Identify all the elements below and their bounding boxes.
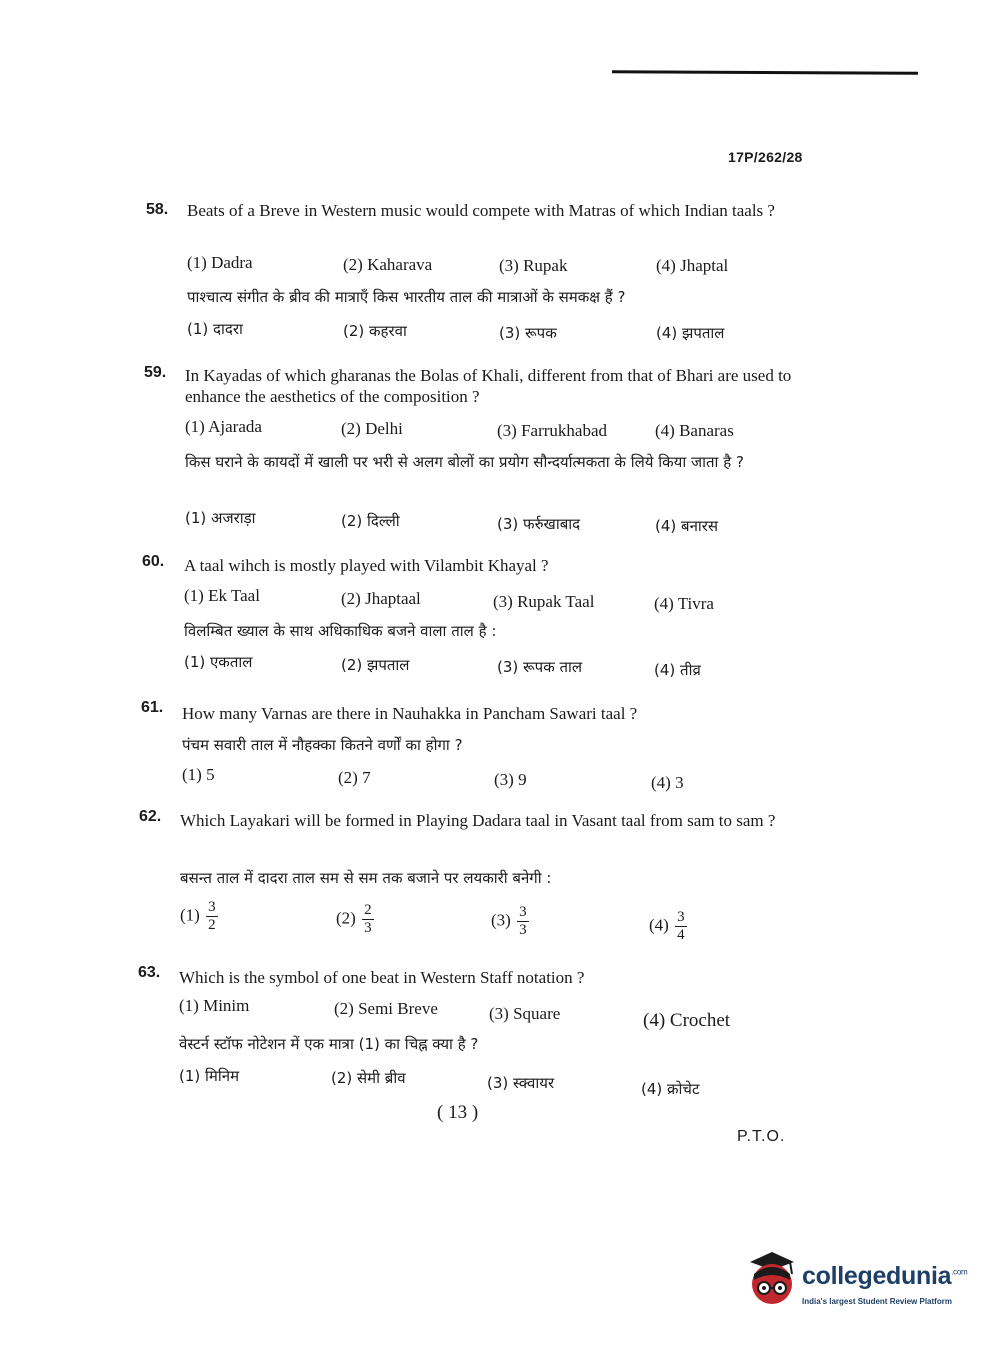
brand-name xyxy=(802,1262,967,1291)
option-label: (1) xyxy=(180,905,200,925)
question-number: 63. xyxy=(138,964,161,981)
question-number: 58. xyxy=(146,201,169,218)
denominator: 3 xyxy=(364,920,372,936)
question-number: 61. xyxy=(141,699,164,716)
numerator: 3 xyxy=(519,904,527,920)
hindi-question-text: वेस्टर्न स्टॉफ नोटेशन में एक मात्रा (1) का चिह्न क्या है ? xyxy=(179,1035,479,1053)
question-number: 60. xyxy=(142,553,165,570)
option-4: (4) Tivra xyxy=(654,594,714,613)
denominator: 3 xyxy=(519,922,527,938)
option-1: (1) Ajarada xyxy=(185,417,262,436)
option-3: (3) Farrukhabad xyxy=(497,421,607,440)
question-text: Which Layakari will be formed in Playing Dadara taal in Vasant taal from sam to sam ? xyxy=(180,811,776,830)
page-number: ( 13 ) xyxy=(437,1102,479,1123)
hindi-option-3: (3) रूपक xyxy=(499,324,557,342)
option-3: (3) Square xyxy=(489,1004,561,1023)
question-text: In Kayadas of which gharanas the Bolas of Khali, different from that of Bhari are used to enhance the aesthetics of the composition ? xyxy=(185,366,792,406)
fraction xyxy=(517,905,529,938)
question-number: 59. xyxy=(144,364,167,381)
option-label: (3) xyxy=(491,910,511,930)
hindi-option-2: (2) झपताल xyxy=(341,656,410,674)
hindi-option-1: (1) अजराड़ा xyxy=(185,509,256,527)
question-text: How many Varnas are there in Nauhakka in Pancham Sawari taal ? xyxy=(182,704,638,723)
numerator: 3 xyxy=(677,909,685,925)
option-1: (1) Minim xyxy=(179,996,250,1015)
option-2: (2) Delhi xyxy=(341,419,403,438)
option-4: (4) 3 xyxy=(651,773,684,792)
hindi-option-3: (3) फर्रुखाबाद xyxy=(497,515,581,533)
option-3 xyxy=(491,905,529,938)
question-text: Beats of a Breve in Western music would compete with Matras of which Indian taals ? xyxy=(187,201,775,220)
hindi-option-1: (1) मिनिम xyxy=(179,1067,240,1085)
option-4: (4) Jhaptal xyxy=(656,256,729,275)
hindi-option-3: (3) रूपक ताल xyxy=(497,658,583,676)
denominator: 2 xyxy=(208,917,216,933)
brand-text: collegedunia xyxy=(802,1262,952,1290)
hindi-option-4: (4) झपताल xyxy=(656,324,725,342)
hindi-option-2: (2) कहरवा xyxy=(343,322,407,340)
brand-tagline: India's largest Student Review Platform xyxy=(802,1297,952,1306)
numerator: 3 xyxy=(208,899,216,915)
option-label: (2) xyxy=(336,908,356,928)
fraction xyxy=(362,903,374,936)
option-3: (3) Rupak Taal xyxy=(493,592,595,611)
option-2: (2) Kaharava xyxy=(343,255,433,274)
option-4: (4) Crochet xyxy=(643,1010,731,1031)
option-1: (1) Dadra xyxy=(187,253,253,272)
question-number: 62. xyxy=(139,808,162,825)
hindi-option-2: (2) सेमी ब्रीव xyxy=(331,1069,406,1087)
option-2: (2) Jhaptaal xyxy=(341,589,421,608)
student-mascot-icon xyxy=(742,1250,800,1308)
option-4 xyxy=(649,910,687,943)
hindi-option-1: (1) दादरा xyxy=(187,320,243,338)
option-1: (1) Ek Taal xyxy=(184,586,260,605)
denominator: 4 xyxy=(677,927,685,943)
option-3: (3) 9 xyxy=(494,770,527,789)
question-text: A taal wihch is mostly played with Vilambit Khayal ? xyxy=(184,556,549,575)
numerator: 2 xyxy=(364,902,372,918)
option-1 xyxy=(180,900,218,933)
hindi-question-text: बसन्त ताल में दादरा ताल सम से सम तक बजाने पर लयकारी बनेगी : xyxy=(180,869,552,887)
option-3: (3) Rupak xyxy=(499,256,568,275)
option-1: (1) 5 xyxy=(182,765,215,784)
hindi-question-text: पंचम सवारी ताल में नौहक्का कितने वर्णों का होगा ? xyxy=(182,736,463,754)
brand-suffix: .com xyxy=(951,1267,968,1277)
question-text: Which is the symbol of one beat in Western Staff notation ? xyxy=(179,968,585,987)
fraction xyxy=(675,910,687,943)
hindi-question-text: किस घराने के कायदों में खाली पर भरी से अलग बोलों का प्रयोग सौन्दर्यात्मकता के लिये किया जाता है ? xyxy=(185,453,744,471)
hindi-question-text: विलम्बित ख्याल के साथ अधिकाधिक बजने वाला ताल है : xyxy=(184,622,497,640)
hindi-option-4: (4) क्रोचेट xyxy=(641,1080,700,1098)
hindi-question-text: पाश्चात्य संगीत के ब्रीव की मात्राएँ किस भारतीय ताल की मात्राओं के समकक्ष हैं ? xyxy=(187,288,626,306)
pto-label: P.T.O. xyxy=(737,1128,786,1145)
hindi-option-1: (1) एकताल xyxy=(184,653,253,671)
option-2 xyxy=(336,903,374,936)
collegedunia-watermark xyxy=(742,1248,972,1318)
hindi-option-3: (3) स्क्वायर xyxy=(487,1074,555,1092)
option-2: (2) 7 xyxy=(338,768,371,787)
hindi-option-4: (4) तीव्र xyxy=(654,661,701,679)
hindi-option-4: (4) बनारस xyxy=(655,517,719,535)
option-2: (2) Semi Breve xyxy=(334,999,438,1018)
fraction xyxy=(206,900,218,933)
paper-code: 17P/262/28 xyxy=(728,149,803,165)
header-rule xyxy=(612,70,918,75)
option-4: (4) Banaras xyxy=(655,421,734,440)
option-label: (4) xyxy=(649,915,669,935)
hindi-option-2: (2) दिल्ली xyxy=(341,512,400,530)
